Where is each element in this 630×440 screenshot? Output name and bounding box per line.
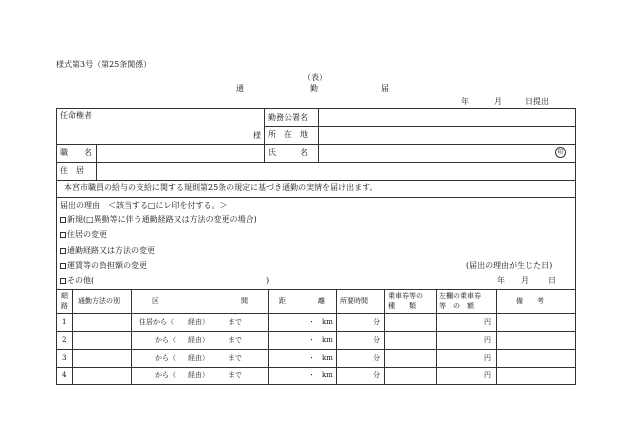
row-2-from: から（ [155, 336, 176, 344]
position-label: 職 名 [60, 148, 92, 157]
header-order-1: 順 [61, 292, 68, 300]
statement-text: 本宮市職員の給与の支給に関する規則第25条の規定に基づき通勤の実情を届け出ます。 [64, 183, 378, 192]
row-1-from: 住居から（ [139, 318, 174, 326]
row-2-dot: ・ [308, 336, 315, 344]
row-2-no: 2 [62, 336, 67, 344]
row-4-via: 経由） [188, 371, 209, 379]
row-3-to: まで [228, 354, 242, 362]
position-field[interactable] [100, 149, 260, 159]
header-method: 通勤方法の別 [78, 297, 120, 305]
reason-residence-label: 住居の変更 [67, 230, 107, 239]
row-1-no: 1 [62, 318, 67, 326]
row-1-km: km [322, 318, 333, 326]
row-4-to: まで [228, 371, 242, 379]
row-2-km: km [322, 336, 333, 344]
header-distance-left: 距 [279, 297, 286, 305]
occurrence-label: (届出の理由が生じた日) [466, 261, 553, 270]
row-3-yen: 円 [484, 354, 491, 362]
header-ticket-2: 種 類 [388, 302, 416, 310]
name-field[interactable] [322, 149, 552, 159]
header-section-right: 間 [241, 297, 248, 305]
form-id: 様式第3号（第25条関係） [56, 60, 152, 69]
reason-new-checkbox[interactable] [60, 217, 66, 223]
row-3-min: 分 [373, 354, 380, 362]
residence-field[interactable] [100, 167, 570, 177]
header-section-left: 区 [152, 297, 159, 305]
occurrence-day: 日 [548, 276, 556, 285]
header-fare-2: 等 の 額 [439, 302, 474, 310]
header-order-2: 路 [61, 302, 68, 310]
occurrence-year: 年 [497, 276, 505, 285]
residence-label: 住 居 [60, 166, 84, 175]
reason-other-label: その他( [67, 276, 95, 285]
header-remarks: 備 考 [516, 297, 544, 305]
appointer-label: 任命権者 [60, 111, 92, 120]
row-3-dot: ・ [308, 354, 315, 362]
reason-other-close: ) [266, 276, 270, 285]
top-divider [264, 108, 265, 162]
reason-new-label: 新規(□異動等に伴う通勤経路又は方法の変更の場合) [67, 215, 257, 224]
seal-mark: 印 [555, 147, 566, 158]
reason-route-label: 通勤経路又は方法の変更 [67, 246, 155, 255]
office-name-label: 勤務公署名 [268, 113, 308, 122]
reason-residence-checkbox[interactable] [60, 232, 66, 238]
row-1-min: 分 [373, 318, 380, 326]
row-4-km: km [322, 371, 333, 379]
header-distance-right: 離 [318, 297, 325, 305]
row-2-min: 分 [373, 336, 380, 344]
row-3-no: 3 [62, 354, 67, 362]
header-time: 所要時間 [340, 297, 368, 305]
title-char-3: 届 [381, 84, 389, 93]
title-char-1: 通 [236, 84, 244, 93]
row-1-via: 経由） [188, 318, 209, 326]
date-year: 年 [461, 97, 469, 106]
row-1-yen: 円 [484, 318, 491, 326]
occurrence-month: 月 [521, 276, 529, 285]
sama-suffix: 様 [253, 131, 261, 140]
row-3-from: から（ [155, 354, 176, 362]
reason-fare-label: 運賃等の負担額の変更 [67, 261, 147, 270]
row-2-yen: 円 [484, 336, 491, 344]
row-2-via: 経由） [188, 336, 209, 344]
row-4-no: 4 [62, 371, 67, 379]
row-1-dot: ・ [308, 318, 315, 326]
reason-heading: 届出の理由 ＜該当する□にレ印を付する。＞ [60, 201, 228, 210]
location-field[interactable] [322, 131, 574, 141]
row-4-yen: 円 [484, 371, 491, 379]
row-4-dot: ・ [308, 371, 315, 379]
reason-other-checkbox[interactable] [60, 278, 66, 284]
reason-fare-checkbox[interactable] [60, 263, 66, 269]
reason-route-checkbox[interactable] [60, 248, 66, 254]
row-3-via: 経由） [188, 354, 209, 362]
office-name-field[interactable] [322, 114, 574, 124]
name-label: 氏 名 [268, 148, 308, 157]
row-3-km: km [322, 354, 333, 362]
location-label: 所 在 地 [268, 130, 308, 139]
table-label: （表） [303, 73, 327, 82]
row-1-to: まで [228, 318, 242, 326]
row-2-to: まで [228, 336, 242, 344]
row-4-min: 分 [373, 371, 380, 379]
header-ticket-1: 乗車券等の [388, 292, 423, 300]
date-day-submitted: 日提出 [525, 97, 549, 106]
title-char-2: 勤 [310, 84, 318, 93]
row-4-from: から（ [155, 371, 176, 379]
header-fare-1: 左欄の乗車券 [439, 292, 481, 300]
date-month: 月 [494, 97, 502, 106]
